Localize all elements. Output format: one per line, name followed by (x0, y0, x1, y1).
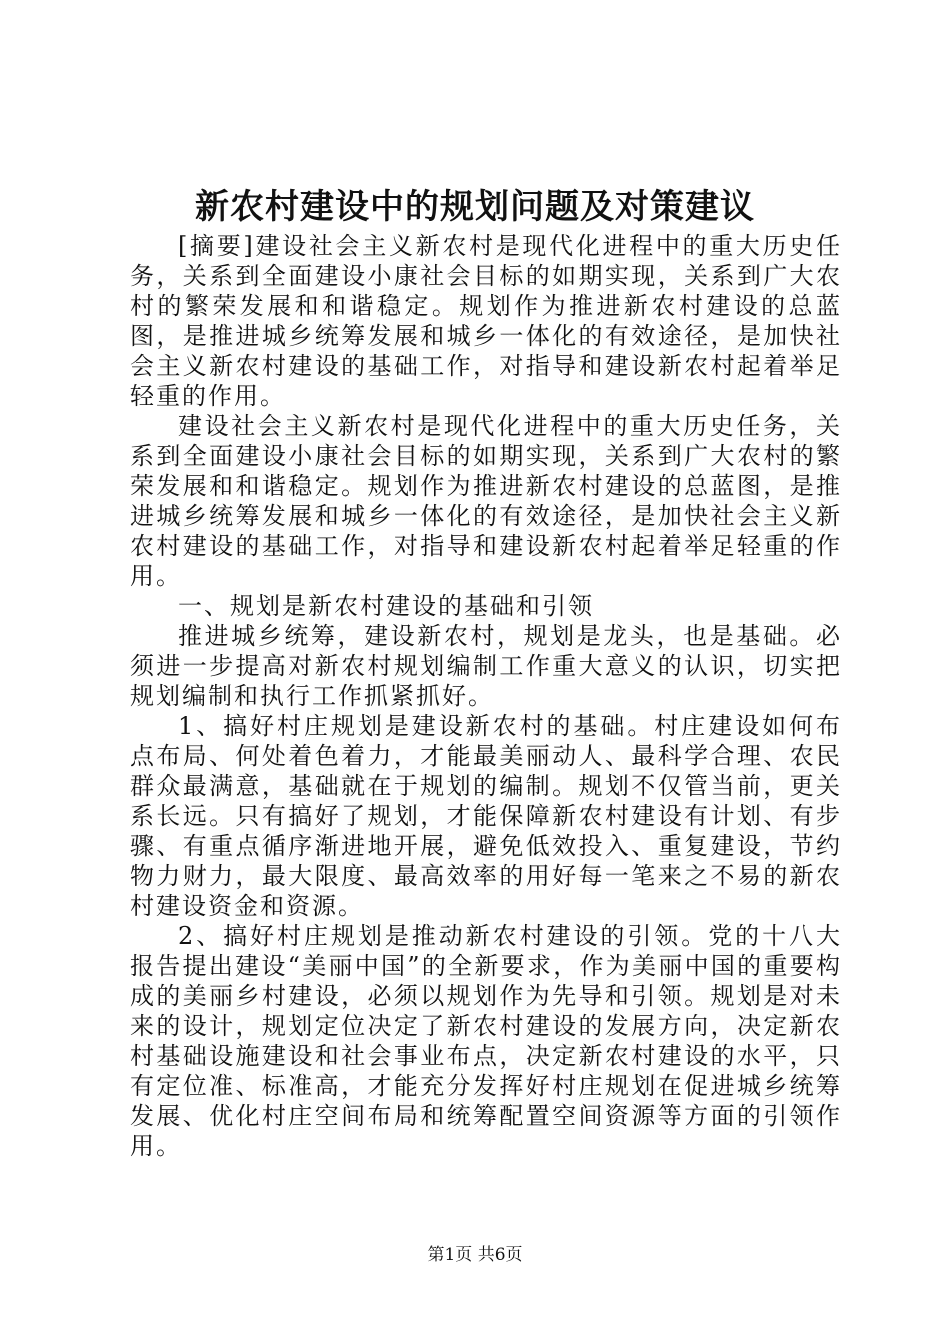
document-title: 新农村建设中的规划问题及对策建议 (195, 187, 755, 227)
section-heading: 一、规划是新农村建设的基础和引领 (178, 592, 594, 620)
abstract-paragraph: [摘要]建设社会主义新农村是现代化进程中的重大历史任务，关系到全面建设小康社会目标的如期实现，关系到广大农村的繁荣发展和和谐稳定。规划作为推进新农村建设的总蓝图，是推进城乡统筹发展和城乡一体化的有效途径，是加快社会主义新农村建设的基础工作，对指导和建设新农村起着举足轻重的作用。 (130, 232, 842, 410)
section-intro-paragraph: 推进城乡统筹，建设新农村，规划是龙头，也是基础。必须进一步提高对新农村规划编制工作重大意义的认识，切实把规划编制和执行工作抓紧抓好。 (130, 622, 842, 710)
point-2-paragraph: 2、搞好村庄规划是推动新农村建设的引领。党的十八大报告提出建设“美丽中国”的全新要求，作为美丽中国的重要构成的美丽乡村建设，必须以规划作为先导和引领。规划是对未来的设计，规划定位决定了新农村建设的发展方向，决定新农村基础设施建设和社会事业布点，决定新农村建设的水平，只有定位准、标准高，才能充分发挥好村庄规划在促进城乡统筹发展、优化村庄空间布局和统筹配置空间资源等方面的引领作用。 (130, 922, 842, 1160)
intro-paragraph: 建设社会主义新农村是现代化进程中的重大历史任务，关系到全面建设小康社会目标的如期实现，关系到广大农村的繁荣发展和和谐稳定。规划作为推进新农村建设的总蓝图，是推进城乡统筹发展和城乡一体化的有效途径，是加快社会主义新农村建设的基础工作，对指导和建设新农村起着举足轻重的作用。 (130, 412, 842, 590)
page-footer: 第1页 共6页 (427, 1245, 523, 1265)
document-body (130, 231, 842, 1161)
point-1-paragraph: 1、搞好村庄规划是建设新农村的基础。村庄建设如何布点布局、何处着色着力，才能最美丽动人、最科学合理、农民群众最满意，基础就在于规划的编制。规划不仅管当前，更关系长远。只有搞好了规划，才能保障新农村建设有计划、有步骤、有重点循序渐进地开展，避免低效投入、重复建设，节约物力财力，最大限度、最高效率的用好每一笔来之不易的新农村建设资金和资源。 (130, 712, 842, 920)
